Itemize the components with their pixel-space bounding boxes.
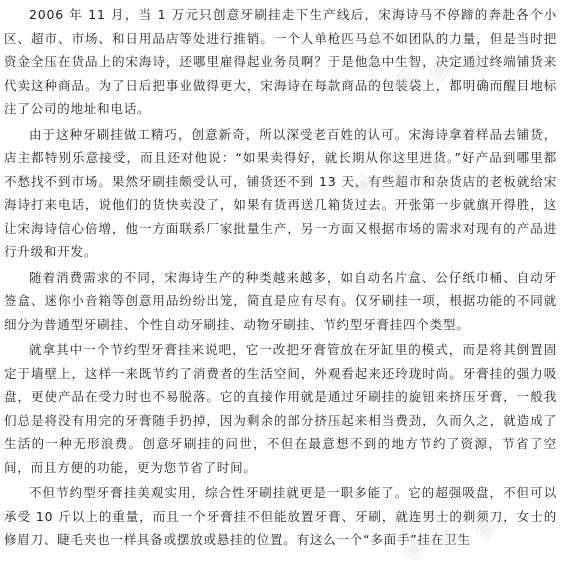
paragraph-5: 不但节约型牙膏挂美观实用，综合性牙刷挂就更是一职多能了。它的超强吸盘，不但可以承受 10 斤以上的重量，而且一个牙膏挂不但能放置牙膏、牙刷，就连男士的剃须刀，女士的修眉刀、睫毛夹也一样具备或摆放或悬挂的位置。有这么一个“多面手”挂在卫生 (4, 485, 557, 547)
watermark: ◈ ◈ ◈ (397, 506, 503, 568)
paragraph-1: 2006 年 11 月，当 1 万元只创意牙刷挂走下生产线后，宋海诗马不停蹄的奔赴各个小区、超市、市场、和日用品店等处进行推销。一个人单枪匹马总不如团队的力量，但是当时把资金全压在货品上的宋海诗，还哪里雇得起业务员啊？于是他急中生智，决定通过终端铺货来代卖这种商品。为了日后把事业做得更大，宋海诗在每款商品的包装袋上，都明确而醒目地标注了公司的地址和电话。 (4, 7, 557, 116)
paragraph-3: 随着消费需求的不同，宋海诗生产的种类越来越多，如自动名片盒、公仔纸巾桶、自动牙签盒、迷你小音箱等创意用品纷纷出笼，简直是应有尽有。仅牙刷挂一项，根据功能的不同就细分为普通型牙刷挂、个性自动牙刷挂、动物牙刷挂、节约型牙膏挂四个类型。 (4, 269, 557, 332)
paragraph-4: 就拿其中一个节约型牙膏挂来说吧，它一改把牙膏管放在牙缸里的模式，而是将其倒置固定于墙壁上，这样一来既节约了消费者的生活空间，外观看起来还玲珑时尚。牙膏挂的强力吸盘，更使产品在受力时也不易脱落。它的直接作用就是通过牙刷挂的旋钮来挤压牙膏，一般我们总是将没有用完的牙膏随手扔掉，因为剩余的部分挤压起来相当费劲，久而久之，就造成了生活的一种无形浪费。创意牙刷挂的问世，不但在最意想不到的地方节约了资源，节省了空间，而且方便的功能，更为您节省了时间。 (4, 342, 557, 475)
article-body (4, 3, 557, 554)
watermark: ◈ ◈ ◈ (347, 141, 453, 204)
paragraph-2: 由于这种牙刷挂做工精巧，创意新奇，所以深受老百姓的认可。宋海诗拿着样品去铺货，店主都特别乐意接受，而且还对他说：“如果卖得好，就长期从你这里进货。”好产品到哪里都不愁找不到市场。果然牙刷挂颇受认可，铺货还不到 13 天，有些超市和杂货店的老板就给宋海诗打来电话，说他们的货快卖没了，如果有货再送几箱货过去。开张第一步就旗开得胜，这让宋海诗信心倍增，他一方面联系厂家批量生产，另一方面又根据市场的需求对现有的产品进行升级和开发。 (4, 126, 557, 259)
watermark: ◈ ◈ ◈ (387, 38, 493, 101)
